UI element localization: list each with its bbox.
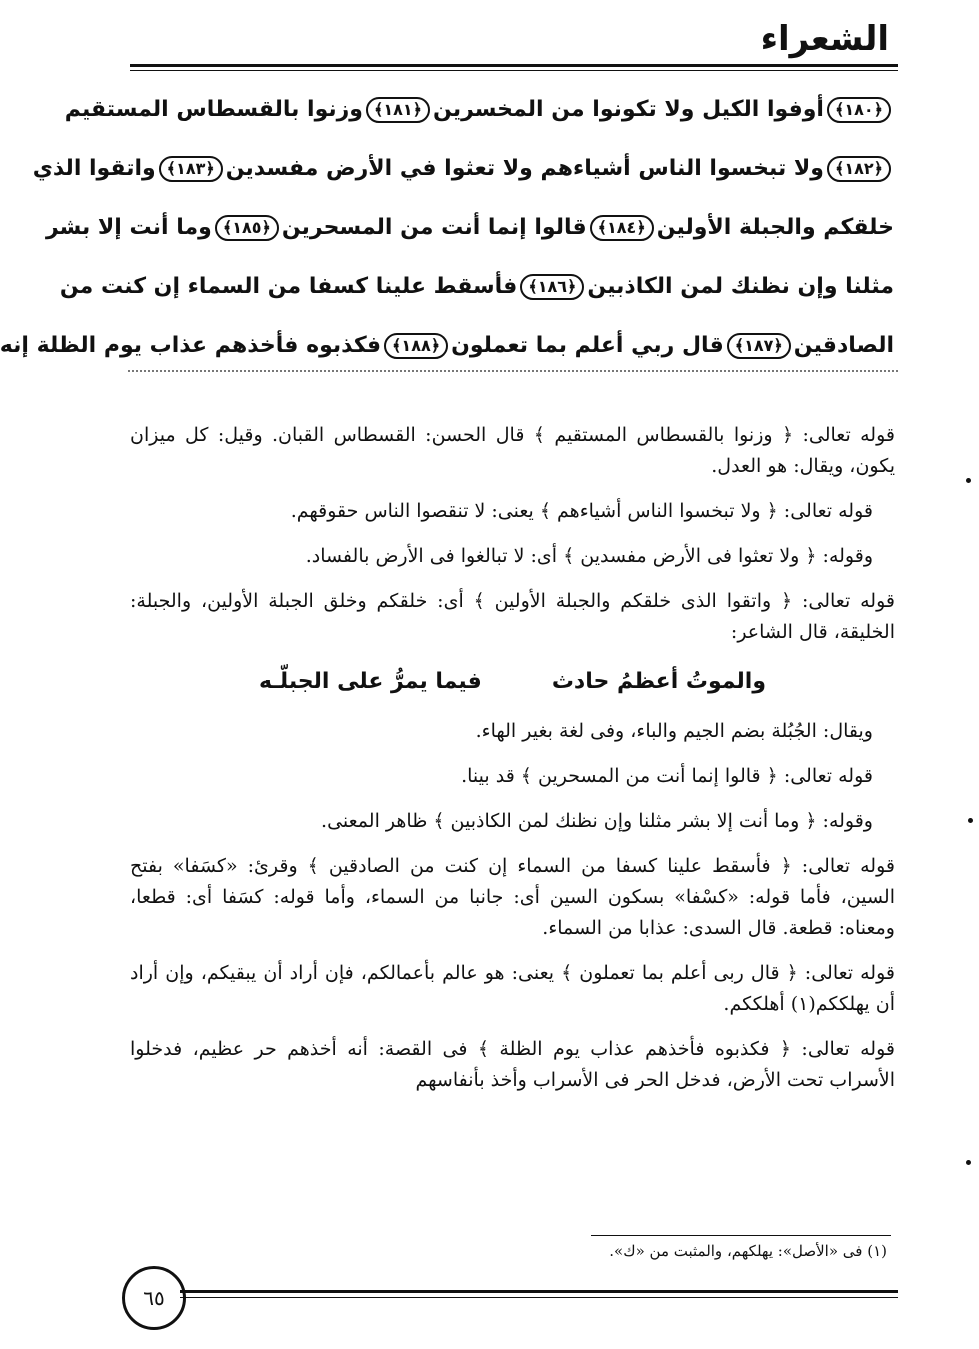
quran-text-segment: خلقكم والجبلة الأولين [656, 215, 894, 240]
quran-text-segment: مثلنا وإن نظنك لمن الكاذبين [587, 274, 894, 299]
commentary-paragraph: قوله تعالى: ﴿ فأسقط علينا كسفا من السماء إن كنت من الصادقين ﴾ وقرئ: «كسَفا» بفتح السين، فأما قوله: «كسْفا» بسكون السين أى: جانبا من السماء، وأما قوله: كسَفا أى: قطعا، ومعناه: قطعة. قال السدى: عذابا من السماء. [130, 855, 895, 939]
quran-text-segment: واتقوا الذي [32, 156, 156, 181]
commentary-paragraph: قوله تعالى: ﴿ واتقوا الذى خلقكم والجبلة الأولين ﴾ أى: خلقكم وخلق الجبلة الأولين، والجبلة: الخليقة، قال الشاعر: [130, 590, 895, 643]
quran-text-segment: وزنوا بالقسطاس المستقيم [64, 97, 363, 122]
page-number-circle [122, 1266, 186, 1330]
commentary-paragraph: وقوله: ﴿ وما أنت إلا بشر مثلنا وإن نظنك لمن الكاذبين ﴾ ظاهر المعنى. [321, 810, 873, 832]
footnote-rule [591, 1235, 891, 1236]
ayah-number-marker: ﴿١٨٨﴾ [384, 333, 448, 359]
footer-rule-top [180, 1290, 898, 1293]
commentary-paragraph: قوله تعالى: ﴿ ولا تبخسوا الناس أشياءهم ﴾ يعنى: لا تنقصوا الناس حقوقهم. [290, 500, 873, 522]
page-number: ٦٥ [143, 1286, 165, 1310]
quran-text-segment: ولا تبخسوا الناس أشياءهم ولا تعثوا في الأرض مفسدين [225, 156, 824, 181]
commentary-paragraph: قوله تعالى: ﴿ فكذبوه فأخذهم عذاب يوم الظلة ﴾ فى القصة: أنه أخذهم حر عظيم، فدخلوا الأسراب تحت الأرض، فدخل الحر فى الأسراب وأخذ بأنفاسهم [130, 1038, 895, 1091]
section-divider-dotted [128, 370, 898, 372]
quran-line [32, 139, 894, 198]
ayah-number-marker: ﴿١٨٠﴾ [827, 97, 891, 123]
commentary-paragraph: وقوله: ﴿ ولا تعثوا فى الأرض مفسدين ﴾ أى: لا تبالغوا فى الأرض بالفساد. [305, 545, 873, 567]
ayah-number-marker: ﴿١٨١﴾ [366, 97, 430, 123]
quran-text-segment: أوفوا الكيل ولا تكونوا من المخسرين [433, 97, 824, 122]
quran-text-segment: فكذبوه فأخذهم عذاب يوم الظلة إنه [0, 333, 382, 358]
ayah-number-marker: ﴿١٨٧﴾ [727, 333, 791, 359]
ayah-number-marker: ﴿١٨٢﴾ [827, 156, 891, 182]
commentary-block [130, 420, 895, 1110]
commentary-paragraph: ويقال: الجُبُلة بضم الجيم والباء، وفى لغة بغير الهاء. [475, 720, 873, 742]
quran-line [0, 316, 894, 375]
footer-rule-bottom [180, 1297, 898, 1298]
verse-first-hemistich: والموتُ أعظمُ حادث [551, 669, 767, 694]
commentary-paragraph: قوله تعالى: ﴿ وزنوا بالقسطاس المستقيم ﴾ قال الحسن: القسطاس القبان. وقيل: كل ميزان يكون، ويقال: هو العدل. [130, 424, 895, 477]
margin-dot [966, 1160, 971, 1165]
quran-text-segment: قال ربي أعلم بما تعملون [451, 333, 724, 358]
quran-text-segment: الصادقين [793, 333, 894, 358]
quran-text-block [0, 80, 894, 375]
verse-second-hemistich: فيما يمرُّ على الجبلّـه [258, 669, 482, 694]
margin-dot [966, 478, 971, 483]
header-rule-bottom [130, 70, 898, 71]
quran-line [59, 257, 894, 316]
quran-text-segment: قالوا إنما أنت من المسحرين [281, 215, 587, 240]
poetry-verse [130, 662, 895, 702]
surah-header-title: الشعراء [760, 19, 889, 59]
ayah-number-marker: ﴿١٨٤﴾ [590, 215, 654, 241]
quran-text-segment: وما أنت إلا بشر [45, 215, 212, 240]
commentary-paragraph: قوله تعالى: ﴿ قالوا إنما أنت من المسحرين ﴾ قد بينا. [461, 765, 873, 787]
margin-dot [968, 818, 973, 823]
header-rule-top [130, 64, 898, 67]
commentary-paragraph: قوله تعالى: ﴿ قال ربى أعلم بما تعملون ﴾ يعنى: هو عالم بأعمالكم، فإن أراد أن يبقيكم، وإن أراد أن يهلككم(١) أهلككم. [130, 962, 895, 1015]
quran-line [64, 80, 894, 139]
footnote: (١) فى «الأصل»: يهلكهم، والمثبت من «ك». [609, 1242, 887, 1260]
ayah-number-marker: ﴿١٨٥﴾ [215, 215, 279, 241]
ayah-number-marker: ﴿١٨٣﴾ [159, 156, 223, 182]
quran-text-segment: فأسقط علينا كسفا من السماء إن كنت من [59, 274, 518, 299]
quran-line [45, 198, 894, 257]
ayah-number-marker: ﴿١٨٦﴾ [520, 274, 584, 300]
